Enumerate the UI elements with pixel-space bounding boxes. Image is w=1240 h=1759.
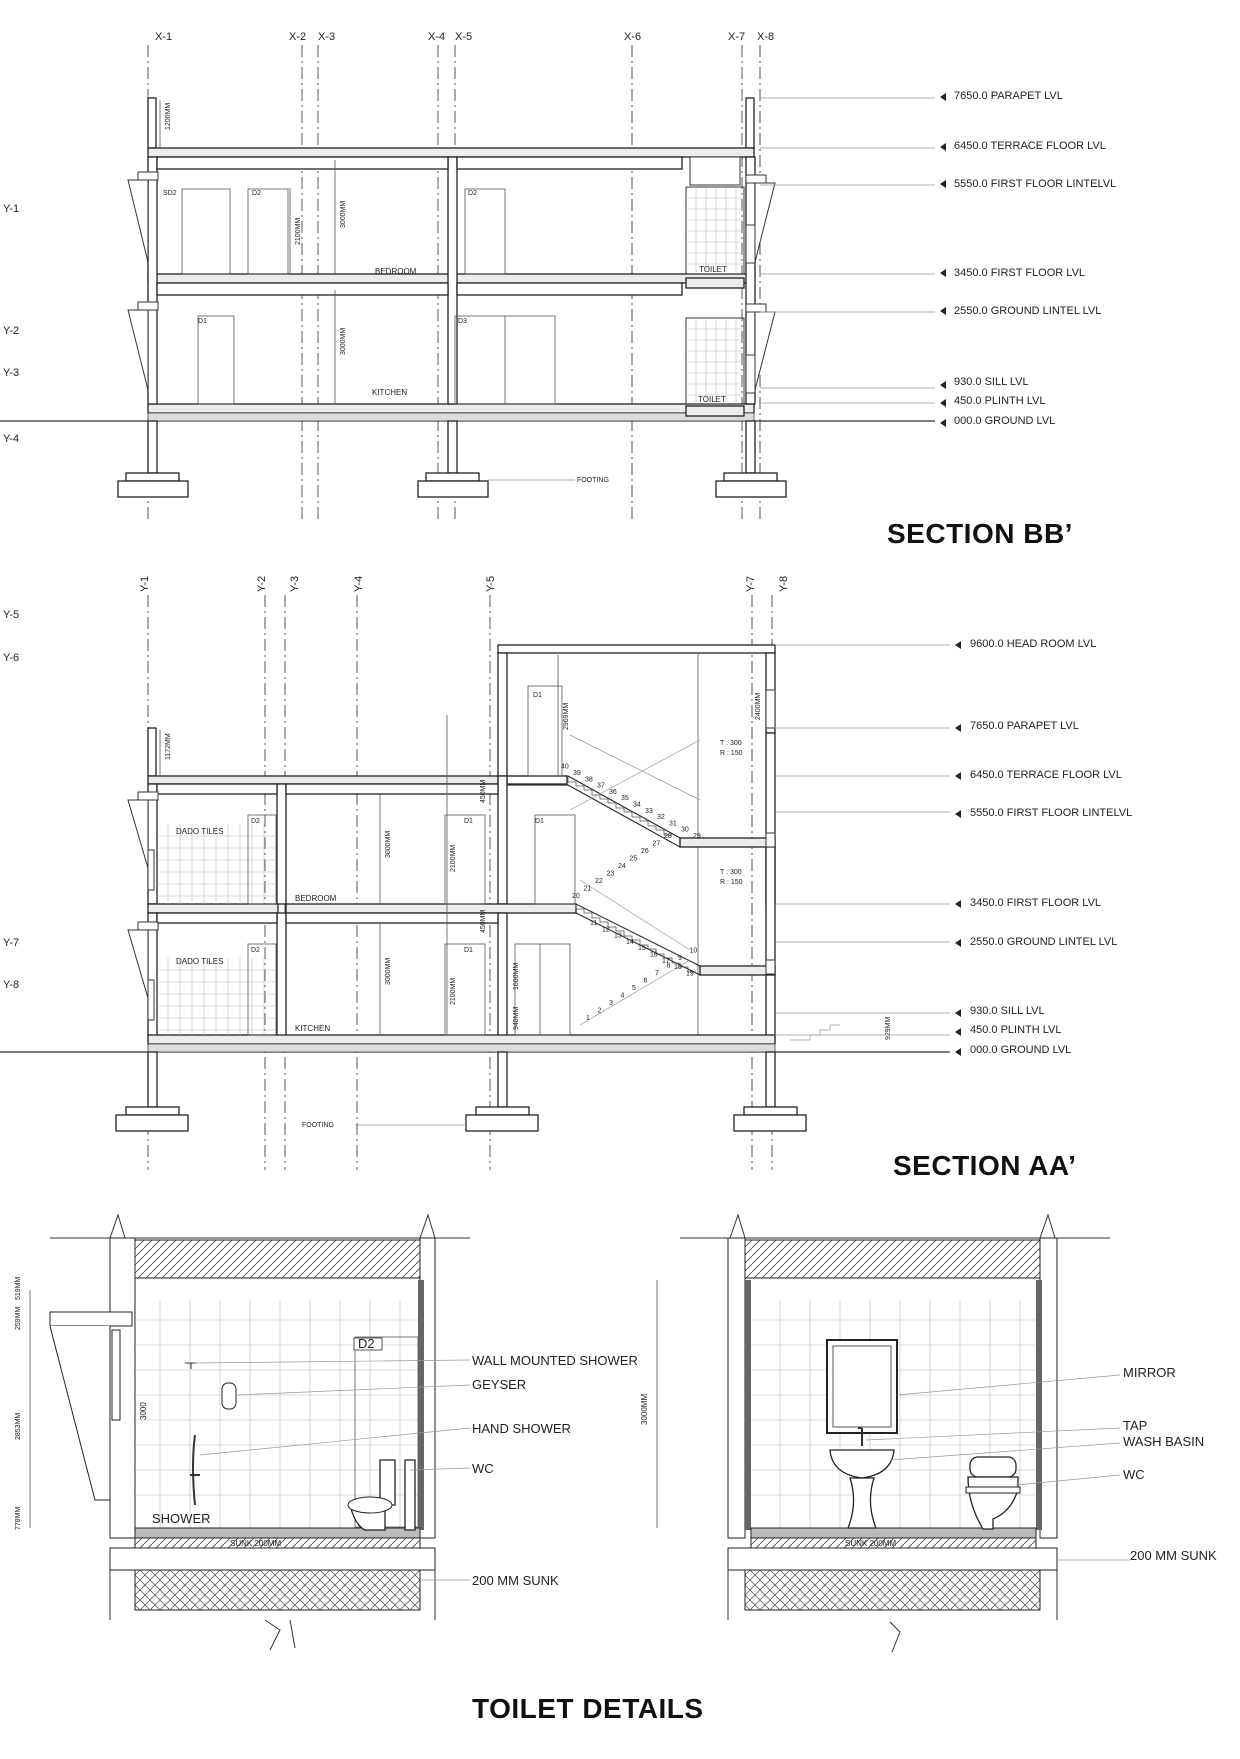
bb-grid-label: X-8 [757,31,775,43]
toilet-right [640,1215,1217,1652]
section-aa [0,576,1132,1181]
stair-step-number: 15 [638,945,646,953]
bb-dimensions [160,100,347,404]
aa-room-dado-upper: DADO TILES [176,827,224,836]
bb-door-d1: D1 [198,318,207,325]
aa-door-d1: D1 [464,818,473,825]
bb-level-label: 6450.0 TERRACE FLOOR LVL [954,140,1106,152]
bb-footing-label: FOOTING [577,477,609,484]
aa-room-kitchen: KITCHEN [295,1024,331,1033]
section-aa-title: SECTION AA’ [893,1150,1077,1181]
aa-level-label: 450.0 PLINTH LVL [970,1024,1062,1036]
stair-step-number: 29 [693,833,701,840]
toilet-left-door: D2 [358,1336,375,1351]
bb-level-label: 3450.0 FIRST FLOOR LVL [954,267,1086,279]
aa-step-numbers [561,764,701,1022]
stair-step-number: 3 [609,1000,613,1007]
aa-dim-lintel-lower: 450MM [480,909,487,933]
stair-step-number: 30 [681,826,689,834]
aa-grid-label: Y-1 [139,575,151,592]
bb-level-label: 7650.0 PARAPET LVL [954,90,1063,102]
stair-step-number: 6 [643,977,648,985]
stair-step-number: 26 [641,848,649,855]
bb-level-label: 000.0 GROUND LVL [954,415,1056,427]
aa-level-label: 6450.0 TERRACE FLOOR LVL [970,769,1122,781]
toilet-right-label: WASH BASIN [1123,1434,1205,1449]
bb-door-sd2: SD2 [163,190,177,197]
aa-level-label: 3450.0 FIRST FLOOR LVL [970,897,1102,909]
bb-dim-storey-lower: 3000MM [340,327,347,355]
aa-room-bedroom: BEDROOM [295,894,337,903]
toilet-left-dim-top: 259MM [15,1306,22,1330]
aa-side-label: Y-8 [3,979,20,991]
stair-step-number: 23 [606,870,615,878]
toilet-left-dim-bot: 778MM [15,1506,22,1530]
stair-step-number: 11 [590,920,598,927]
stair-step-number: 5 [632,985,636,992]
stair-step-number: 14 [626,938,634,946]
aa-footing-label: FOOTING [302,1122,334,1129]
toilet-right-sunk: SUNK 200MM [845,1539,897,1548]
toilet-right-label: TAP [1123,1418,1148,1433]
stair-step-number: 40 [561,763,569,771]
aa-door-d2: D2 [251,818,260,825]
aa-grid-label: Y-7 [745,575,757,592]
bb-grid-labels [155,31,774,43]
toilet-right-dim-height: 3000MM [640,1393,649,1425]
bb-door-d3: D3 [458,318,467,325]
aa-side-label: Y-7 [3,937,20,949]
bb-side-label: Y-4 [3,433,20,445]
stair-step-number: 20 [572,893,580,900]
aa-side-labels [3,609,19,991]
toilet-left-room: SHOWER [152,1511,211,1526]
section-bb-title: SECTION BB’ [887,518,1073,549]
bb-grid-label: X-4 [428,31,446,43]
aa-level-label: 9600.0 HEAD ROOM LVL [970,638,1097,650]
aa-level-label: 5550.0 FIRST FLOOR LINTELVL [970,807,1133,819]
bb-dim-parapet: 1200MM [165,102,172,130]
stair-step-number: 13 [614,932,622,940]
stair-step-number: 28 [664,833,672,840]
toilet-left-dim-height: 3000 [139,1402,148,1420]
bb-door-d2: D2 [468,190,477,197]
bb-side-label: Y-3 [3,367,20,379]
stair-step-number: 38 [585,776,593,784]
bb-grid-label: X-6 [624,31,642,43]
bb-building [118,98,786,497]
stair-step-number: 36 [609,788,617,796]
aa-grid-labels [139,576,790,592]
section-bb [0,31,1116,549]
aa-level-label: 930.0 SILL LVL [970,1005,1045,1017]
bb-dim-door: 2100MM [295,217,302,245]
aa-grid-label: Y-3 [289,575,301,592]
toilet-details-title: TOILET DETAILS [472,1693,704,1724]
stair-step-number: 27 [652,840,661,848]
aa-side-label: Y-5 [3,609,20,621]
aa-dim-window: 1600MM [513,962,520,990]
bb-level-label: 930.0 SILL LVL [954,376,1029,388]
stair-step-number: 35 [621,795,629,803]
stair-step-number: 18 [674,964,682,972]
toilet-right-label: MIRROR [1123,1365,1176,1380]
stair-step-number: 16 [650,951,658,959]
aa-dim-storey-lower: 3000MM [385,957,392,985]
stair-step-number: 22 [595,878,603,885]
toilet-right-label: WC [1123,1467,1145,1482]
aa-stair-note: T : 300 [720,869,742,876]
bb-room-kitchen: KITCHEN [372,388,408,397]
aa-door-d1: D1 [533,692,542,699]
aa-side-label: Y-6 [3,652,20,664]
bb-grid-label: X-7 [728,31,746,43]
stair-step-number: 31 [669,820,677,828]
aa-dim-door-lower: 2100MM [450,977,457,1005]
toilet-left-label: WALL MOUNTED SHOWER [472,1353,638,1368]
bb-grid-label: X-2 [289,31,307,43]
stair-step-number: 1 [586,1015,590,1022]
toilet-details [15,1215,1217,1724]
aa-dim-sill: 940MM [513,1006,520,1030]
aa-door-d2: D2 [251,947,260,954]
toilet-left-label: GEYSER [472,1377,527,1392]
toilet-left-label: 200 MM SUNK [472,1573,559,1588]
aa-grid-label: Y-5 [485,575,497,592]
toilet-left-dim-mid: 2853MM [15,1412,22,1440]
stair-step-number: 21 [583,885,592,893]
aa-level-label: 7650.0 PARAPET LVL [970,720,1079,732]
toilet-left-dim-top2: 519MM [15,1276,22,1300]
bb-room-labels [163,190,727,484]
stair-step-number: 17 [662,957,670,965]
bb-room-toilet-upper: TOILET [699,265,727,274]
toilet-left [15,1215,638,1650]
bb-door-d2: D2 [252,190,261,197]
aa-door-d1: D1 [535,818,544,825]
aa-grid-label: Y-2 [256,575,268,592]
stair-step-number: 4 [620,992,625,1000]
aa-dim-door-upper: 2100MM [450,844,457,872]
stair-step-number: 10 [689,947,698,955]
aa-dim-parapet: 1172MM [165,733,172,760]
aa-building [116,645,840,1131]
stair-step-number: 9 [678,955,682,962]
aa-dim-head: 2969MM [563,702,570,730]
bb-room-toilet-lower: TOILET [698,395,726,404]
aa-dim-lintel-upper: 450MM [480,779,487,803]
bb-side-label: Y-1 [3,203,20,215]
stair-step-number: 12 [602,926,610,934]
aa-levels [775,638,1132,1056]
toilet-right-label: 200 MM SUNK [1130,1548,1217,1563]
toilet-left-sunk: SUNK 200MM [230,1539,282,1548]
bb-level-label: 5550.0 FIRST FLOOR LINTELVL [954,178,1117,190]
stair-step-number: 2 [597,1007,602,1015]
stair-step-number: 8 [666,962,671,970]
toilet-left-label: WC [472,1461,494,1476]
aa-stair-notes [720,740,743,886]
aa-dim-plinth-step: 929MM [885,1016,892,1040]
aa-stair-note: R : 150 [720,750,743,757]
bb-grid-label: X-5 [455,31,473,43]
aa-level-label: 000.0 GROUND LVL [970,1044,1072,1056]
bb-dim-storey-upper: 3000MM [340,200,347,228]
bb-grid-label: X-1 [155,31,173,43]
aa-grid-lines [148,595,772,1170]
bb-levels [760,90,1116,427]
stair-step-number: 37 [597,782,605,790]
stair-step-number: 19 [686,970,694,978]
aa-stair-note: R : 150 [720,879,743,886]
aa-dim-storey-upper: 3000MM [385,830,392,858]
bb-side-label: Y-2 [3,325,20,337]
aa-dim-stair-height: 2400MM [755,692,762,720]
aa-stair-note: T : 300 [720,740,742,747]
stair-step-number: 25 [629,855,638,863]
bb-side-labels [3,203,19,445]
aa-grid-label: Y-4 [353,575,365,592]
stair-step-number: 34 [633,801,641,809]
bb-room-bedroom: BEDROOM [375,267,417,276]
stair-step-number: 7 [655,970,659,977]
stair-step-number: 33 [645,807,653,815]
aa-grid-label: Y-8 [778,575,790,592]
aa-level-label: 2550.0 GROUND LINTEL LVL [970,936,1118,948]
toilet-left-label: HAND SHOWER [472,1421,571,1436]
aa-door-d1: D1 [464,947,473,954]
stair-step-number: 39 [573,770,581,777]
bb-level-label: 450.0 PLINTH LVL [954,395,1046,407]
bb-level-label: 2550.0 GROUND LINTEL LVL [954,305,1102,317]
stair-step-number: 32 [657,814,665,822]
stair-step-number: 24 [618,863,626,870]
aa-room-dado-lower: DADO TILES [176,957,224,966]
bb-grid-label: X-3 [318,31,336,43]
